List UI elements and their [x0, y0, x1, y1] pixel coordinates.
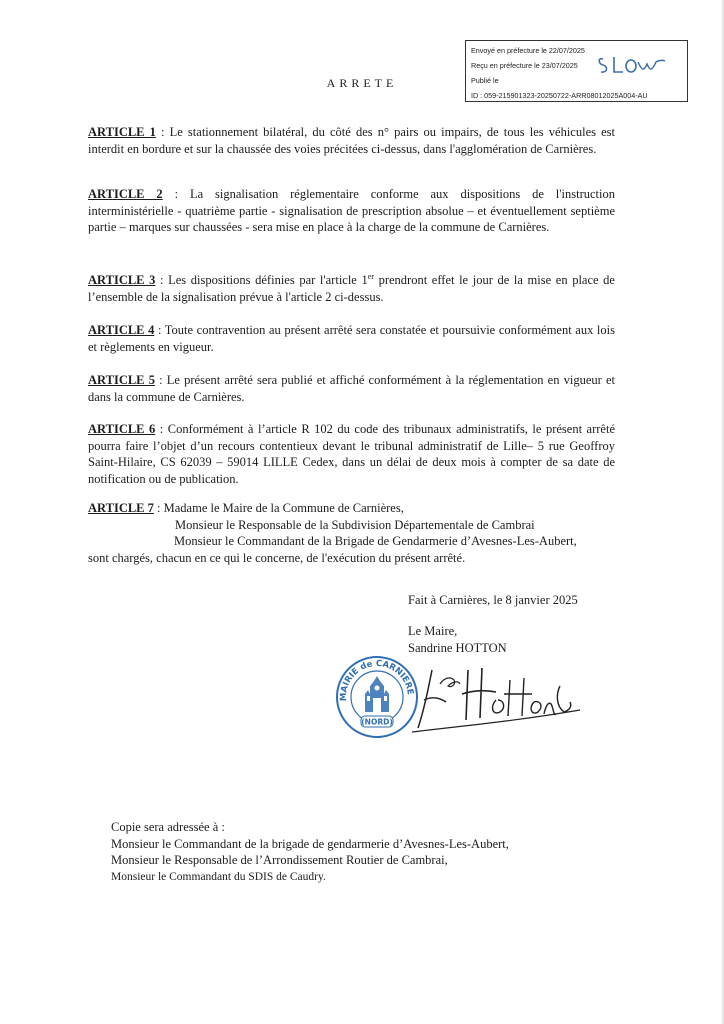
article-7-label: ARTICLE 7 — [88, 501, 154, 515]
copy-recipient: Monsieur le Commandant de la brigade de gendarmerie d’Avesnes-Les-Aubert, — [111, 836, 509, 851]
signature-scribble-icon — [410, 660, 590, 740]
municipal-seal — [334, 654, 420, 745]
article-7-line-2: Monsieur le Responsable de la Subdivision Départementale de Cambrai — [175, 517, 535, 532]
article-5 — [88, 372, 615, 405]
article-5-label: ARTICLE 5 — [88, 373, 155, 387]
article-7-line-4: sont chargés, chacun en ce qui le concerne, de l'exécution du présent arrêté. — [88, 550, 466, 565]
article-6-label: ARTICLE 6 — [88, 422, 156, 436]
article-1-label: ARTICLE 1 — [88, 125, 156, 139]
article-1 — [88, 124, 615, 157]
article-3-text-after: prendront effet le jour de la mise en place de l’ensemble de la signalisation prévue à l'article 2 ci-dessus. — [88, 273, 615, 304]
stamp-envoye: Envoyé en préfecture le 22/07/2025 — [471, 46, 585, 55]
article-4 — [88, 322, 615, 355]
stamp-publie: Publié le — [471, 76, 499, 85]
seal-icon — [334, 654, 420, 740]
article-6 — [88, 421, 615, 487]
article-7-line-3: Monsieur le Commandant de la Brigade de Gendarmerie d’Avesnes-Les-Aubert, — [174, 534, 577, 549]
article-5-text: : Le présent arrêté sera publié et affiché conformément à la réglementation en vigueur et dans la commune de Carnières. — [88, 373, 615, 404]
article-1-text: : Le stationnement bilatéral, du côté des n° pairs ou impairs, de tous les véhicules est interdit en bordure et sur la chaussée des voies précitées ci-dessus, dans l'agglomération de Carnières. — [88, 125, 615, 156]
copies-heading: Copie sera adressée à : — [111, 820, 225, 834]
copies-section — [111, 819, 509, 885]
article-3-label: ARTICLE 3 — [88, 273, 156, 287]
seal-top-text: MAIRIE de CARNIERE — [338, 658, 415, 702]
article-4-label: ARTICLE 4 — [88, 323, 155, 337]
signatory-role: Le Maire, — [408, 624, 458, 638]
article-2-label: ARTICLE 2 — [88, 187, 163, 201]
seal-bottom-text: (NORD) — [361, 717, 393, 727]
place-and-date: Fait à Carnières, le 8 janvier 2025 — [408, 593, 578, 607]
stamp-id: ID : 059-215901323-20250722-ARR08012025A004-AU — [471, 91, 648, 100]
article-2-text: : La signalisation réglementaire conforme aux dispositions de l'instruction interministérielle - quatrième partie - signalisation de prescription absolue – et éventuellement septième partie – marques sur chaussées - sera mise en place à la charge de la commune de Carnières. — [88, 187, 615, 235]
copy-recipient: Monsieur le Responsable de l’Arrondissement Routier de Cambrai, — [111, 853, 448, 868]
article-6-text: : Conformément à l’article R 102 du code des tribunaux administratifs, le présent arrêté pourra faire l’objet d’un recours contentieux devant le tribunal administratif de Lille– 5 rue Geoffroy Saint-Hilaire, CS 62039 – 59014 LILLE Cedex, dans un délai de deux mois à compter de sa date de notification ou de publication. — [88, 422, 615, 486]
article-3-text-before: : Les dispositions définies par l'article 1 — [155, 273, 368, 287]
signatory-block — [408, 623, 507, 656]
article-7 — [88, 500, 615, 566]
article-4-text: : Toute contravention au présent arrêté sera constatée et poursuivie conformément aux lois et règlements en vigueur. — [88, 323, 615, 354]
signatory-name: Sandrine HOTTON — [408, 640, 507, 655]
mayor-signature — [410, 660, 590, 745]
article-2 — [88, 186, 615, 236]
copy-recipient: Monsieur le Commandant du SDIS de Caudry. — [111, 870, 326, 883]
document-title — [0, 76, 724, 91]
article-7-line-1 — [88, 500, 615, 517]
article-7-text-1: : Madame le Maire de la Commune de Carnières, — [153, 501, 404, 515]
article-3 — [88, 272, 615, 305]
title-text: ARRETE — [326, 76, 398, 90]
stamp-recu: Reçu en préfecture le 23/07/2025 — [471, 61, 578, 70]
article-3-superscript: er — [367, 271, 374, 281]
